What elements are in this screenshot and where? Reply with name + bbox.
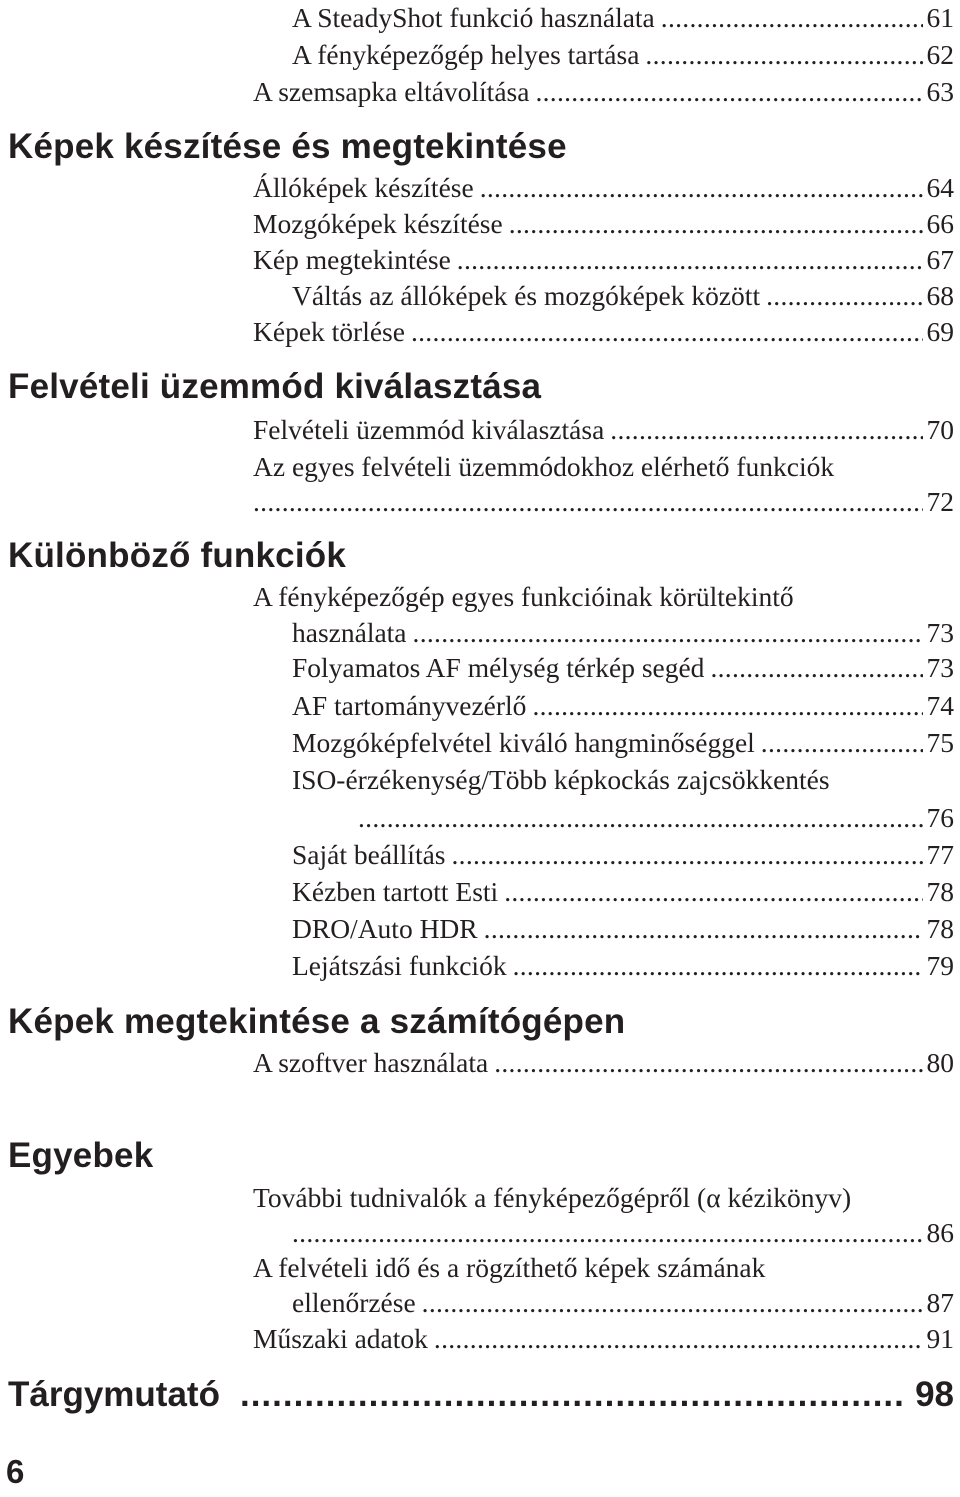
toc-entry-page: 73 (926, 652, 954, 683)
toc-entry-label: Saját beállítás (292, 839, 446, 870)
dot-leader (411, 315, 923, 349)
toc-entry[interactable] (253, 171, 954, 205)
toc-entry-page: 87 (926, 1287, 954, 1318)
toc-entry-label: Képek törlése (253, 316, 405, 347)
page-number: 6 (6, 1453, 25, 1490)
dot-leader (413, 616, 923, 650)
dot-leader (253, 485, 923, 519)
toc-entry[interactable] (292, 689, 954, 723)
dot-leader (422, 1286, 923, 1320)
toc-entry-page: 67 (926, 244, 954, 275)
toc-entry-label: A szoftver használata (253, 1047, 489, 1078)
dot-leader (509, 207, 923, 241)
section-title: Képek megtekintése a számítógépen (8, 1002, 626, 1041)
toc-entry-label: A fényképezőgép helyes tartása (292, 39, 640, 70)
dot-leader (710, 651, 922, 685)
dot-leader (761, 726, 923, 760)
toc-entry-label: AF tartományvezérlő (292, 690, 527, 721)
toc-entry[interactable] (253, 243, 954, 277)
dot-leader (452, 838, 923, 872)
toc-entry[interactable] (292, 38, 954, 72)
section-title: Képek készítése és megtekintése (8, 127, 567, 166)
toc-entry[interactable] (358, 801, 954, 835)
toc-entry-label[interactable]: További tudnivalók a fényképezőgépről (α kézikönyv) (253, 1182, 852, 1213)
toc-entry-label: használata (292, 617, 407, 648)
toc-entry[interactable] (292, 875, 954, 909)
toc-entry-page: 72 (926, 486, 954, 517)
dot-leader (766, 279, 922, 313)
toc-entry-page: 73 (926, 617, 954, 648)
dot-leader (494, 1046, 922, 1080)
toc-entry-page: 69 (926, 316, 954, 347)
toc-entry[interactable] (292, 949, 954, 983)
toc-entry-page: 70 (926, 414, 954, 445)
dot-leader (434, 1322, 923, 1356)
dot-leader (535, 75, 922, 109)
toc-entry-label: Felvételi üzemmód kiválasztása (253, 414, 605, 445)
dot-leader (457, 243, 923, 277)
toc-entry-label: Váltás az állóképek és mozgóképek között (292, 280, 761, 311)
toc-entry-label: DRO/Auto HDR (292, 913, 478, 944)
toc-entry-label: Lejátszási funkciók (292, 950, 507, 981)
index-entry[interactable] (8, 1374, 954, 1416)
dot-leader (504, 875, 922, 909)
section-title: Felvételi üzemmód kiválasztása (8, 367, 542, 406)
dot-leader (610, 413, 922, 447)
toc-entry[interactable] (292, 1, 954, 35)
toc-entry[interactable] (292, 616, 954, 650)
toc-entry[interactable] (253, 315, 954, 349)
toc-entry-label: Állóképek készítése (253, 172, 474, 203)
toc-entry-page: 62 (926, 39, 954, 70)
toc-entry-label[interactable]: ISO-érzékenység/Több képkockás zajcsökkentés (292, 764, 830, 795)
toc-entry[interactable] (292, 726, 954, 760)
toc-entry-page: 79 (926, 950, 954, 981)
toc-entry[interactable] (253, 75, 954, 109)
toc-entry[interactable] (253, 1322, 954, 1356)
dot-leader (292, 1216, 923, 1250)
index-title: Tárgymutató (8, 1375, 220, 1414)
dot-leader (513, 949, 923, 983)
toc-entry-page: 64 (926, 172, 954, 203)
dot-leader (645, 38, 922, 72)
toc-entry[interactable] (253, 413, 954, 447)
toc-entry-page: 78 (926, 876, 954, 907)
section-title: Különböző funkciók (8, 536, 347, 575)
toc-entry-page: 66 (926, 208, 954, 239)
toc-entry-page: 91 (926, 1323, 954, 1354)
toc-entry-label: Műszaki adatok (253, 1323, 428, 1354)
toc-entry[interactable] (292, 838, 954, 872)
toc-entry[interactable] (292, 279, 954, 313)
toc-entry-page: 75 (926, 727, 954, 758)
toc-entry-page: 63 (926, 76, 954, 107)
toc-entry[interactable] (253, 485, 954, 519)
toc-entry-label: ellenőrzése (292, 1287, 416, 1318)
toc-entry[interactable] (253, 1046, 954, 1080)
toc-entry[interactable] (253, 207, 954, 241)
toc-entry[interactable] (292, 1216, 954, 1250)
toc-entry-page: 68 (926, 280, 954, 311)
toc-entry-page: 61 (926, 2, 954, 33)
toc-entry-page: 74 (926, 690, 954, 721)
toc-entry-label: Folyamatos AF mélység térkép segéd (292, 652, 705, 683)
toc-entry[interactable] (292, 912, 954, 946)
toc-entry-page: 86 (926, 1217, 954, 1248)
toc-entry-label[interactable]: A felvételi idő és a rögzíthető képek számának (253, 1252, 766, 1283)
index-page: 98 (915, 1375, 954, 1414)
dot-leader (358, 801, 923, 835)
toc-entry-page: 80 (926, 1047, 954, 1078)
toc-entry-label: Mozgóképek készítése (253, 208, 503, 239)
toc-entry-label: Kép megtekintése (253, 244, 451, 275)
toc-entry-label: Mozgóképfelvétel kiváló hangminőséggel (292, 727, 755, 758)
section-title: Egyebek (8, 1136, 154, 1175)
toc-entry-label: Kézben tartott Esti (292, 876, 499, 907)
toc-entry-page: 76 (926, 802, 954, 833)
toc-entry[interactable] (292, 1286, 954, 1320)
dot-leader (480, 171, 923, 205)
toc-entry-label[interactable]: A fényképezőgép egyes funkcióinak körültekintő (253, 581, 794, 612)
dot-leader (532, 689, 922, 723)
toc-entry[interactable] (292, 651, 954, 685)
toc-entry-label: A szemsapka eltávolítása (253, 76, 530, 107)
toc-entry-label[interactable]: Az egyes felvételi üzemmódokhoz elérhető funkciók (253, 451, 835, 482)
toc-entry-page: 78 (926, 913, 954, 944)
toc-entry-label: A SteadyShot funkció használata (292, 2, 655, 33)
dot-leader (240, 1374, 907, 1416)
dot-leader (661, 1, 923, 35)
toc-entry-page: 77 (926, 839, 954, 870)
dot-leader (484, 912, 923, 946)
